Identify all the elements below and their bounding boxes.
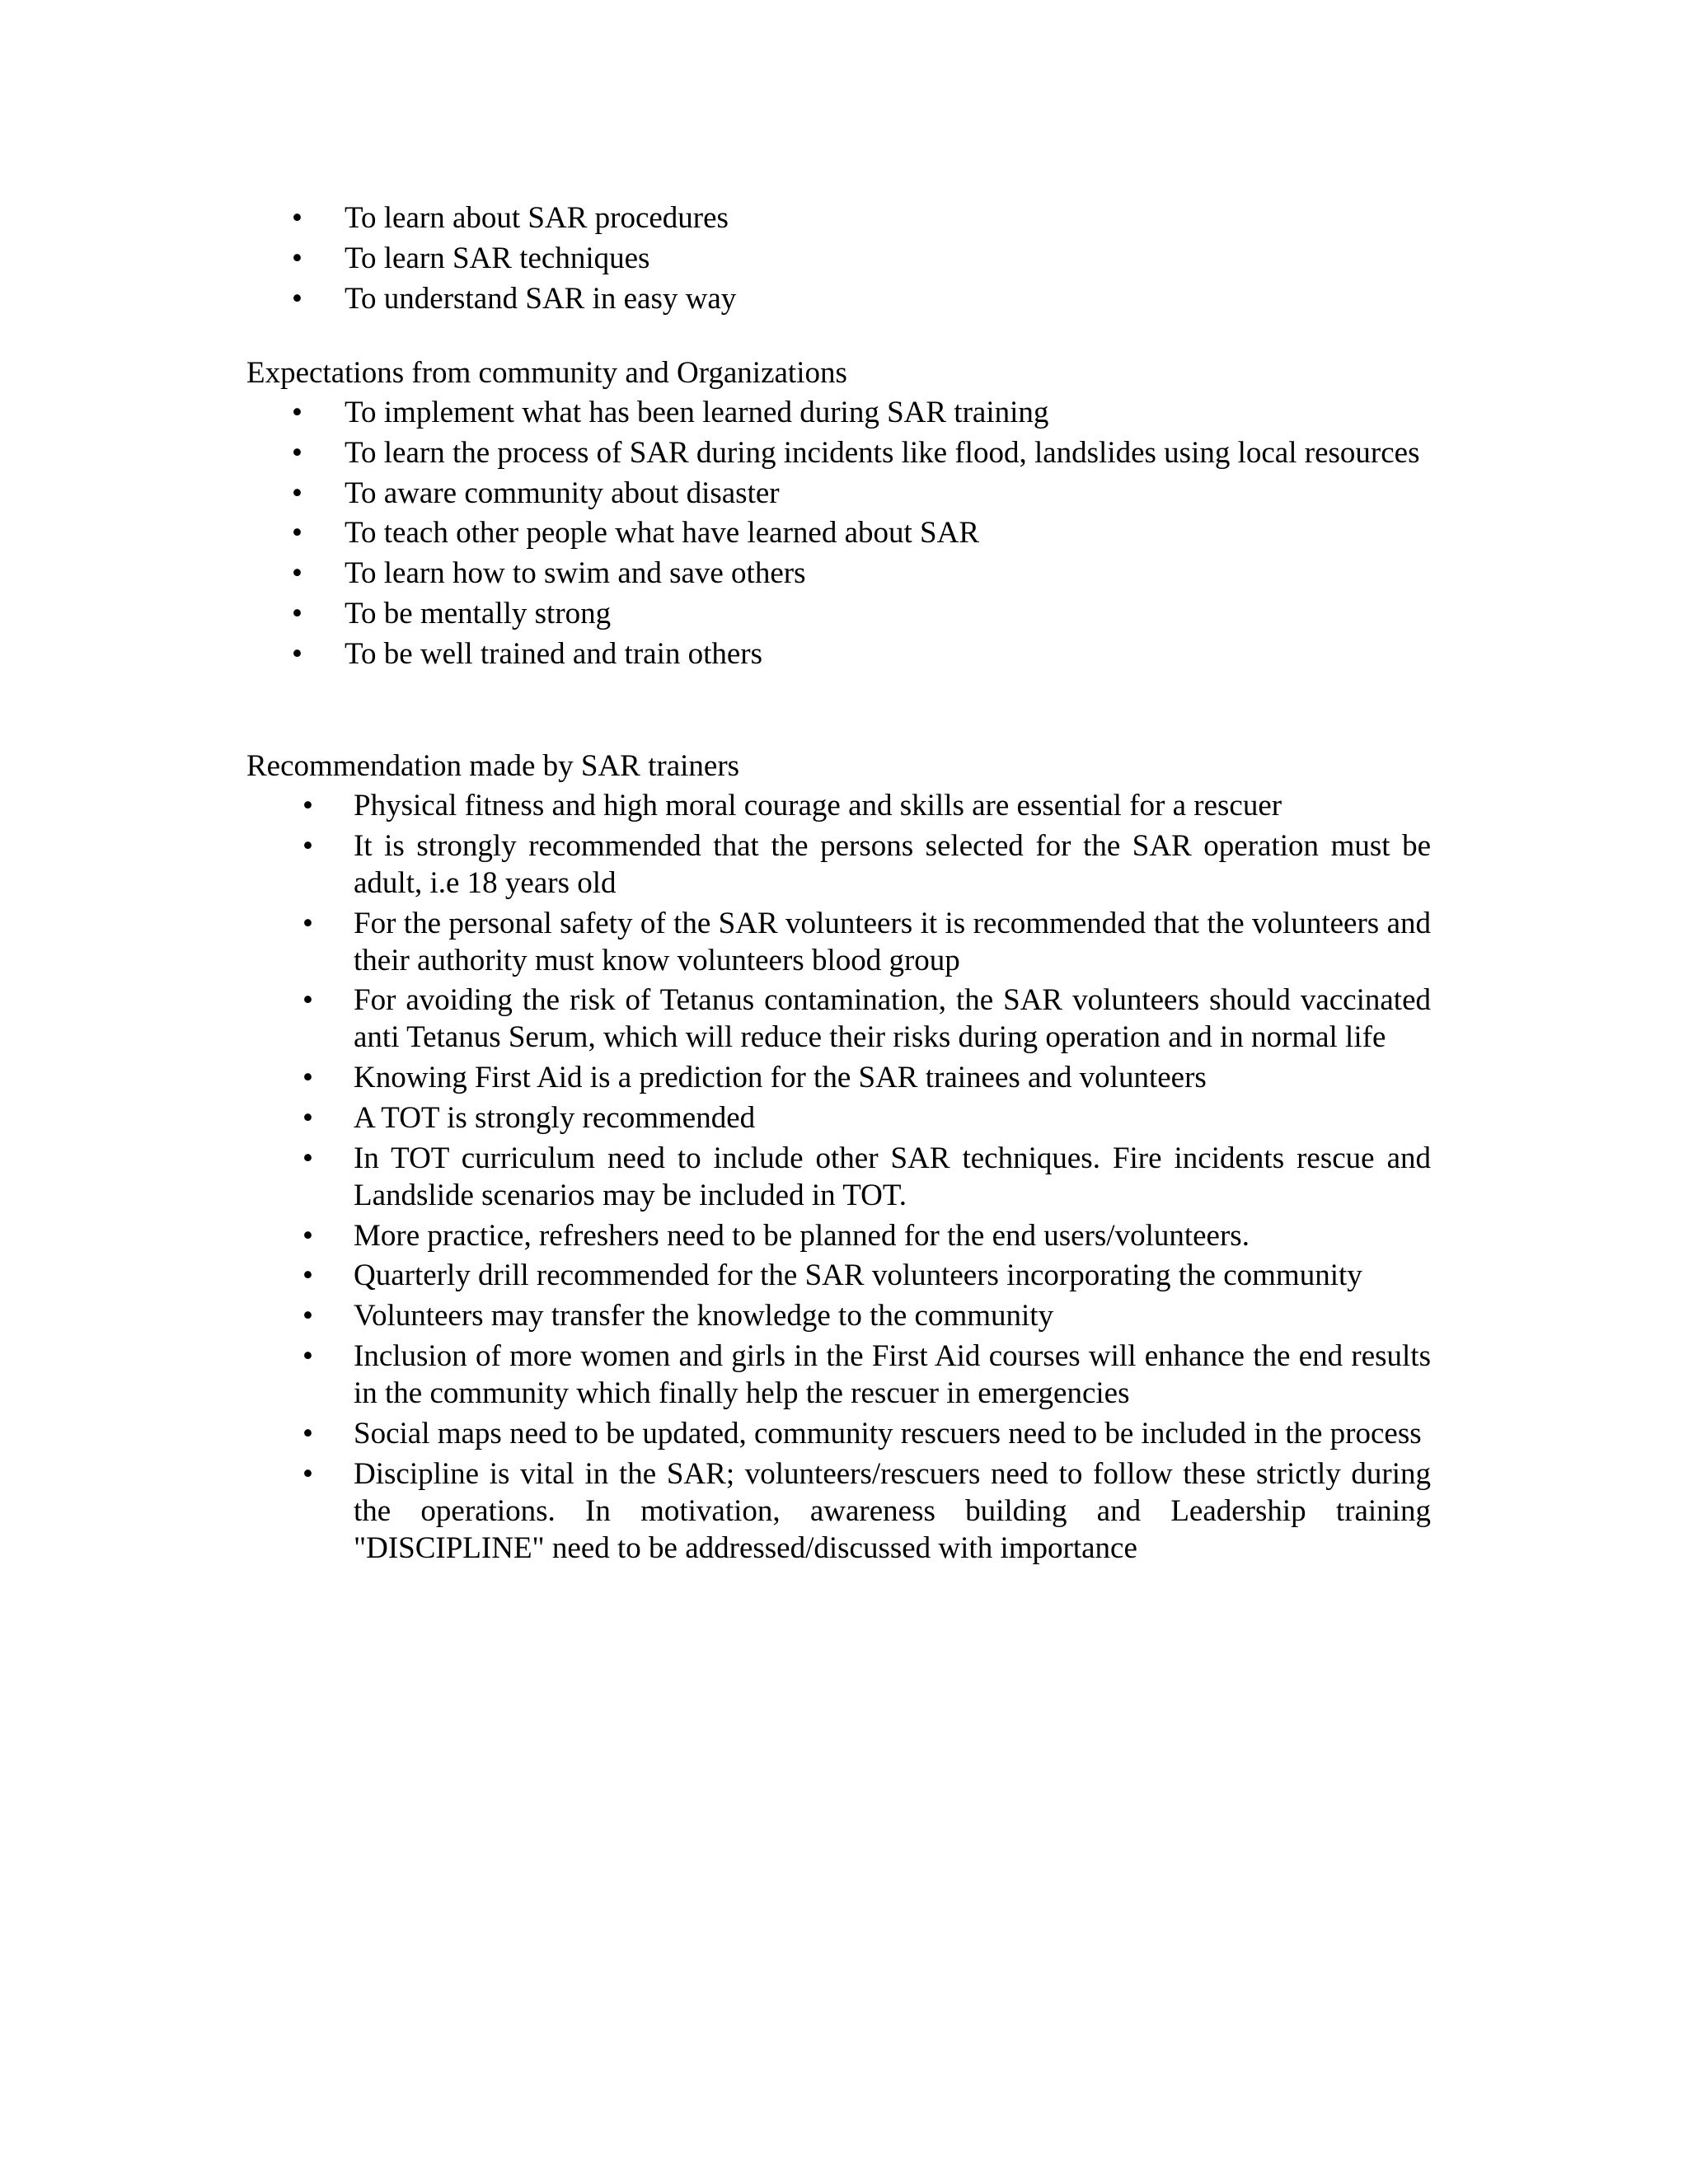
list-item — [292, 595, 1431, 632]
list-item-text: It is strongly recommended that the persons selected for the SAR operation must be adult, i.e 18 years old — [354, 828, 1431, 900]
list-item-text: Discipline is vital in the SAR; volunteers/rescuers need to follow these strictly during the operations. In motivation, awareness building and Leadership training "DISCIPLINE" need to be addressed/discussed with importance — [354, 1456, 1431, 1565]
expectations-bullet-list — [292, 394, 1431, 676]
list-item-text: To be mentally strong — [345, 596, 612, 630]
bullet-icon: • — [292, 201, 302, 235]
list-item — [302, 1415, 1431, 1452]
list-item — [292, 199, 1416, 237]
recommendations-bullet-list — [302, 787, 1431, 1569]
bullet-icon: • — [302, 1218, 313, 1253]
bullet-icon: • — [292, 396, 302, 429]
list-item — [292, 280, 1416, 317]
bullet-icon: • — [302, 789, 313, 823]
bullet-icon: • — [292, 476, 302, 510]
list-item — [292, 475, 1431, 512]
list-item — [292, 394, 1431, 431]
list-item-text: More practice, refreshers need to be planned for the end users/volunteers. — [354, 1218, 1250, 1253]
recommendations-heading: Recommendation made by SAR trainers — [246, 749, 740, 783]
list-item-text: Knowing First Aid is a prediction for the SAR trainees and volunteers — [354, 1061, 1207, 1095]
list-item — [292, 555, 1431, 592]
list-item — [302, 1257, 1431, 1294]
expectations-heading: Expectations from community and Organizations — [246, 356, 847, 390]
bullet-icon: • — [292, 596, 302, 630]
list-item — [302, 1140, 1431, 1214]
bullet-icon: • — [302, 1456, 313, 1491]
bullet-icon: • — [302, 983, 313, 1018]
list-item-text: Inclusion of more women and girls in the First Aid courses will enhance the end results in the community which finally help the rescuer in emergencies — [354, 1338, 1431, 1410]
list-item — [292, 635, 1431, 673]
list-item-text: Quarterly drill recommended for the SAR volunteers incorporating the community — [354, 1258, 1362, 1293]
list-item-text: To learn the process of SAR during incidents like flood, landslides using local resources — [345, 435, 1420, 470]
list-item-text: To be well trained and train others — [345, 636, 763, 671]
list-item — [302, 1455, 1431, 1567]
list-item-text: Social maps need to be updated, community rescuers need to be included in the process — [354, 1416, 1422, 1451]
list-item — [302, 787, 1431, 824]
bullet-icon: • — [292, 281, 302, 316]
bullet-icon: • — [292, 435, 302, 470]
list-item — [302, 982, 1431, 1056]
bullet-icon: • — [302, 1299, 313, 1333]
list-item — [302, 1297, 1431, 1334]
list-item-text: To understand SAR in easy way — [345, 281, 737, 316]
list-item — [302, 1099, 1431, 1137]
list-item-text: To learn about SAR procedures — [345, 201, 729, 235]
intro-bullet-list — [292, 199, 1416, 320]
list-item — [302, 1059, 1431, 1096]
bullet-icon: • — [292, 636, 302, 671]
bullet-icon: • — [302, 828, 313, 863]
list-item — [302, 905, 1431, 979]
list-item-text: To learn SAR techniques — [345, 241, 650, 275]
bullet-icon: • — [292, 241, 302, 275]
bullet-icon: • — [292, 556, 302, 591]
list-item-text: To learn how to swim and save others — [345, 556, 806, 591]
list-item-text: In TOT curriculum need to include other SAR techniques. Fire incidents rescue and Landslide scenarios may be included in TOT. — [354, 1141, 1431, 1212]
bullet-icon: • — [302, 1338, 313, 1373]
list-item-text: For avoiding the risk of Tetanus contamination, the SAR volunteers should vaccinated anti Tetanus Serum, which will reduce their risks during operation and in normal life — [354, 983, 1431, 1055]
bullet-icon: • — [302, 1100, 313, 1135]
list-item-text: Physical fitness and high moral courage and skills are essential for a rescuer — [354, 789, 1282, 823]
bullet-icon: • — [302, 1141, 313, 1175]
list-item-text: To implement what has been learned during SAR training — [345, 396, 1049, 429]
list-item — [302, 827, 1431, 902]
bullet-icon: • — [292, 516, 302, 551]
list-item-text: Volunteers may transfer the knowledge to the community — [354, 1299, 1054, 1333]
bullet-icon: • — [302, 1416, 313, 1451]
list-item-text: For the personal safety of the SAR volunteers it is recommended that the volunteers and their authority must know volunteers blood group — [354, 906, 1431, 977]
list-item — [302, 1217, 1431, 1254]
list-item-text: A TOT is strongly recommended — [354, 1100, 756, 1135]
list-item — [292, 434, 1431, 471]
list-item — [292, 514, 1431, 551]
list-item — [302, 1338, 1431, 1412]
bullet-icon: • — [302, 1061, 313, 1095]
list-item-text: To aware community about disaster — [345, 476, 780, 510]
bullet-icon: • — [302, 1258, 313, 1293]
list-item-text: To teach other people what have learned about SAR — [345, 516, 980, 551]
bullet-icon: • — [302, 906, 313, 940]
list-item — [292, 240, 1416, 277]
